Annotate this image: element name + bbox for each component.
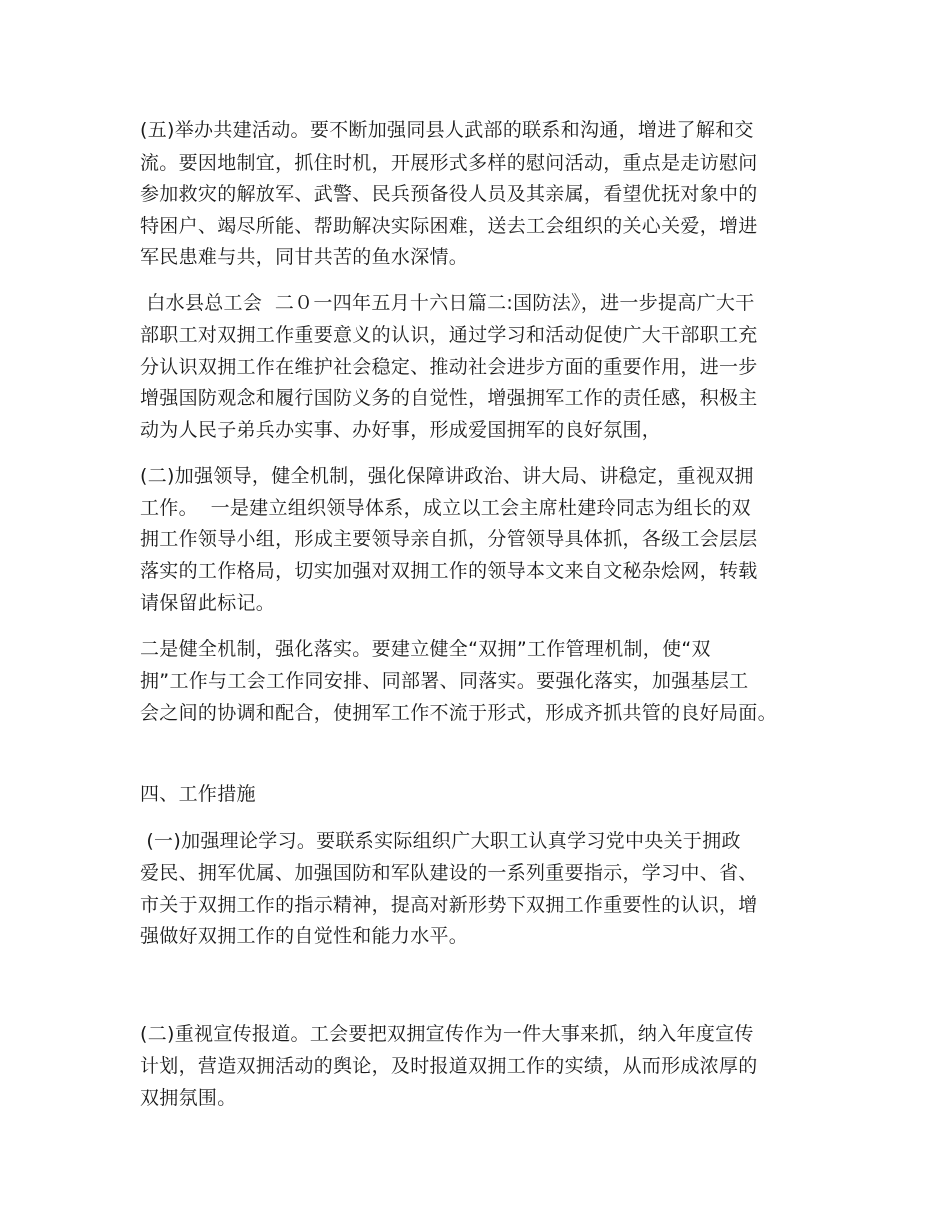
text-line: 强做好双拥工作的自觉性和能力水平。 [140, 925, 469, 947]
text-line: 白水县总工会 二０一四年五月十六日篇二:国防法》，进一步提高广大干 [140, 292, 755, 314]
text-line: 会之间的协调和配合，使拥军工作不流于形式，形成齐抓共管的良好局面。 [140, 702, 777, 724]
section-heading: 四、工作措施 [140, 783, 256, 805]
text-line: 计划，营造双拥活动的舆论，及时报道双拥工作的实绩，从而形成浓厚的 [140, 1055, 758, 1077]
text-line: 军民患难与共，同甘共苦的鱼水深情。 [140, 246, 469, 268]
text-line: 拥”工作与工会工作同安排、同部署、同落实。要强化落实，加强基层工 [140, 670, 749, 692]
text-line: 二是健全机制，强化落实。要建立健全“双拥”工作管理机制，使“双 [140, 638, 711, 660]
text-line: 参加救灾的解放军、武警、民兵预备役人员及其亲属，看望优抚对象中的 [140, 183, 758, 205]
text-line: 动为人民子弟兵办实事、办好事，形成爱国拥军的良好氛围， [140, 419, 662, 441]
text-line: 爱民、拥军优属、加强国防和军队建设的一系列重要指示，学习中、省、 [140, 862, 758, 884]
text-line: (二)重视宣传报道。工会要把双拥宣传作为一件大事来抓，纳入年度宣传 [140, 1023, 754, 1045]
text-line: (二)加强领导，健全机制，强化保障讲政治、讲大局、讲稳定，重视双拥 [140, 465, 754, 487]
text-line: 部职工对双拥工作重要意义的认识，通过学习和活动促使广大干部职工充 [140, 324, 758, 346]
text-line: (五)举办共建活动。要不断加强同县人武部的联系和沟通，增进了解和交 [140, 119, 754, 141]
text-line: 落实的工作格局，切实加强对双拥工作的领导本文来自文秘杂烩网，转载 [140, 560, 758, 582]
text-line: (一)加强理论学习。要联系实际组织广大职工认真学习党中央关于拥政 [140, 830, 741, 852]
text-line: 流。要因地制宜，抓住时机，开展形式多样的慰问活动，重点是走访慰问 [140, 152, 758, 174]
text-line: 双拥氛围。 [140, 1087, 237, 1109]
text-line: 拥工作领导小组，形成主要领导亲自抓，分管领导具体抓，各级工会层层 [140, 528, 758, 550]
text-line: 增强国防观念和履行国防义务的自觉性，增强拥军工作的责任感，积极主 [140, 387, 758, 409]
text-line: 市关于双拥工作的指示精神，提高对新形势下双拥工作重要性的认识，增 [140, 894, 758, 916]
text-line: 特困户、竭尽所能、帮助解决实际困难，送去工会组织的关心关爱，增进 [140, 215, 758, 237]
text-line: 请保留此标记。 [140, 592, 276, 614]
text-line: 工作。 一是建立组织领导体系，成立以工会主席杜建玲同志为组长的双 [140, 497, 751, 519]
text-line: 分认识双拥工作在维护社会稳定、推动社会进步方面的重要作用，进一步 [140, 356, 758, 378]
